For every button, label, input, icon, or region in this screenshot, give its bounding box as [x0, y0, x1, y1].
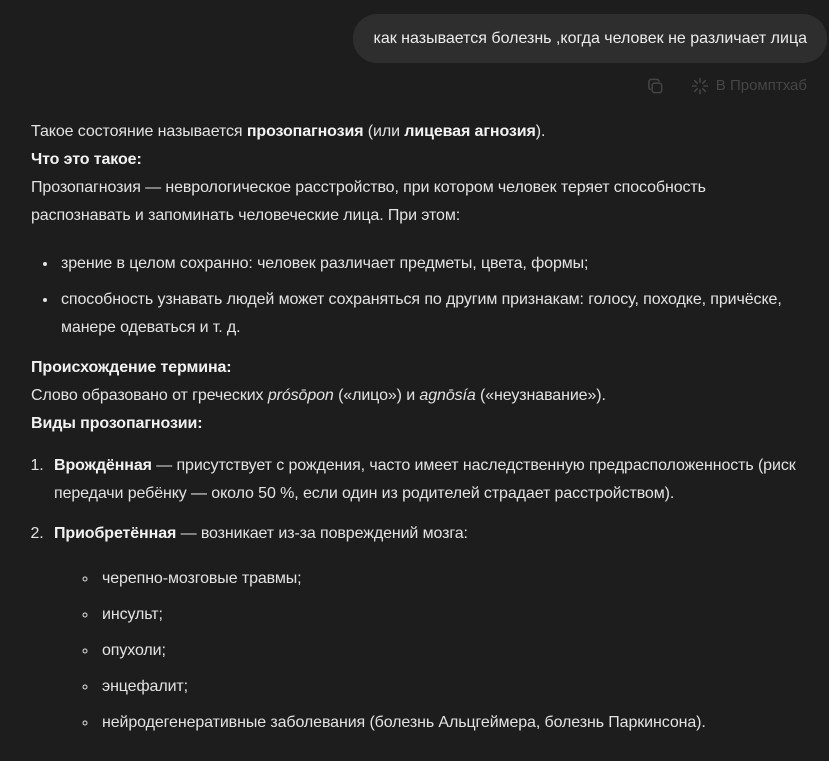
- greek-word-prosopon: prósōpon: [267, 387, 334, 404]
- prompthub-button[interactable]: [691, 76, 807, 96]
- symptoms-list: [31, 250, 801, 342]
- origin-paragraph: [31, 382, 801, 410]
- greek-word-agnosia: agnōsía: [419, 387, 476, 404]
- list-item: ◦ нейродегенеративные заболевания (болезнь Альцгеймера, болезнь Паркинсона).: [98, 709, 801, 737]
- list-item-congenital: [48, 452, 801, 508]
- type-congenital-text: — присутствует с рождения, часто имеет наследственную предрасположенность (риск передачи ребёнку — около 50 %, если один из родителей страдает расстройством).: [54, 457, 796, 502]
- list-item: • способность узнавать людей может сохраняться по другим признакам: голосу, походке, причёске, манере одеваться и т. д.: [58, 286, 801, 342]
- list-item: ◦ энцефалит;: [98, 673, 801, 701]
- list-item: • зрение в целом сохранно: человек различает предметы, цвета, формы;: [58, 250, 801, 278]
- term-prosopagnosia: прозопагнозия: [246, 123, 364, 140]
- heading-types: Виды прозопагнозии:: [31, 415, 203, 432]
- type-acquired-term: Приобретённая: [54, 525, 177, 542]
- list-item: ◦ инсульт;: [98, 601, 801, 629]
- list-item-acquired: [48, 520, 801, 737]
- origin-post: («неузнавание»).: [475, 387, 606, 404]
- list-item: ◦ опухоли;: [98, 637, 801, 665]
- intro-post: ).: [535, 123, 546, 140]
- list-item: ◦ черепно-мозговые травмы;: [98, 565, 801, 593]
- intro-paragraph: [31, 118, 801, 146]
- definition-paragraph: Прозопагнозия — неврологическое расстройство, при котором человек теряет способность распознавать и запоминать человеческие лица. При этом:: [31, 179, 706, 224]
- heading-origin: Происхождение термина:: [31, 359, 232, 376]
- user-message-bubble: как называется болезнь ,когда человек не различает лица: [353, 14, 827, 63]
- heading-what-it-is: Что это такое:: [31, 151, 142, 168]
- term-facial-agnosia: лицевая агнозия: [404, 123, 536, 140]
- copy-message-button[interactable]: [646, 77, 665, 96]
- types-list: [31, 452, 801, 737]
- copy-icon: [646, 77, 665, 96]
- type-acquired-text: — возникает из-за повреждений мозга:: [176, 525, 468, 542]
- message-actions-row: [0, 63, 829, 97]
- assistant-response: [0, 97, 829, 737]
- prompthub-label: В Промптхаб: [715, 77, 807, 94]
- intro-pre: Такое состояние называется: [31, 123, 247, 140]
- sparkle-icon: [691, 77, 709, 95]
- intro-mid: (или: [363, 123, 405, 140]
- user-message-row: [0, 0, 829, 63]
- acquired-causes-list: [54, 565, 801, 737]
- origin-pre: Слово образовано от греческих: [31, 387, 268, 404]
- origin-mid: («лицо») и: [333, 387, 420, 404]
- type-congenital-term: Врождённая: [54, 457, 152, 474]
